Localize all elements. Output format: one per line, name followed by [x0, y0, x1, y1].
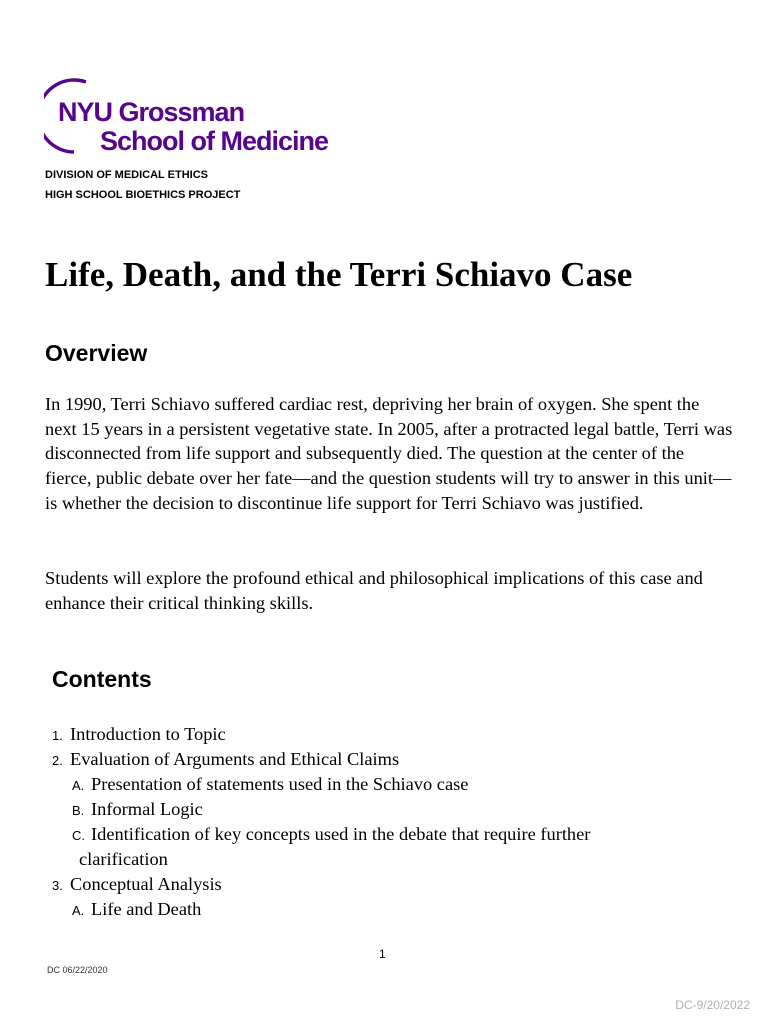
- list-item-text: Evaluation of Arguments and Ethical Claims: [70, 749, 400, 769]
- list-item-text: Life and Death: [91, 899, 202, 919]
- page-number: 1: [379, 947, 386, 961]
- list-item-number: 1.: [52, 728, 63, 743]
- division-label: DIVISION OF MEDICAL ETHICS: [45, 169, 208, 181]
- list-item-text: Introduction to Topic: [70, 724, 226, 744]
- project-label: HIGH SCHOOL BIOETHICS PROJECT: [45, 189, 241, 201]
- overview-paragraph-2: Students will explore the profound ethical and philosophical implications of this case and enhance their critical thinking skills.: [45, 568, 703, 613]
- footer-document-code: DC-9/20/2022: [675, 998, 750, 1012]
- list-item-number: 3.: [52, 878, 63, 893]
- list-item-letter: B.: [72, 803, 85, 818]
- overview-heading: Overview: [45, 340, 148, 366]
- list-item-text: Informal Logic: [91, 799, 203, 819]
- list-item-letter: A.: [72, 778, 85, 793]
- nyu-grossman-logo: [44, 78, 329, 158]
- list-item-text: clarification: [79, 849, 168, 869]
- list-item-text: Conceptual Analysis: [70, 874, 222, 894]
- logo-line-2: School of Medicine: [100, 126, 329, 156]
- list-item-number: 2.: [52, 753, 63, 768]
- overview-paragraph-1: In 1990, Terri Schiavo suffered cardiac rest, depriving her brain of oxygen. She spent the next 15 years in a persistent vegetative state. In 2005, after a protracted legal battle, Terri was disconnected from life support and subsequently died. The question at the center of the fierce, public debate over her fate—and the question students will try to answer in this unit—is whether the decision to discontinue life support for Terri Schiavo was justified.: [45, 394, 733, 513]
- list-item-letter: A.: [72, 903, 85, 918]
- list-item-text: Presentation of statements used in the Schiavo case: [91, 774, 469, 794]
- logo-line-1: NYU Grossman: [58, 97, 245, 127]
- page-title: Life, Death, and the Terri Schiavo Case: [45, 255, 633, 294]
- list-item-text: Identification of key concepts used in the debate that require further: [91, 824, 591, 844]
- contents-heading: Contents: [52, 666, 152, 692]
- footer-revision-code: DC 06/22/2020: [47, 965, 108, 975]
- list-item-letter: C.: [72, 828, 85, 843]
